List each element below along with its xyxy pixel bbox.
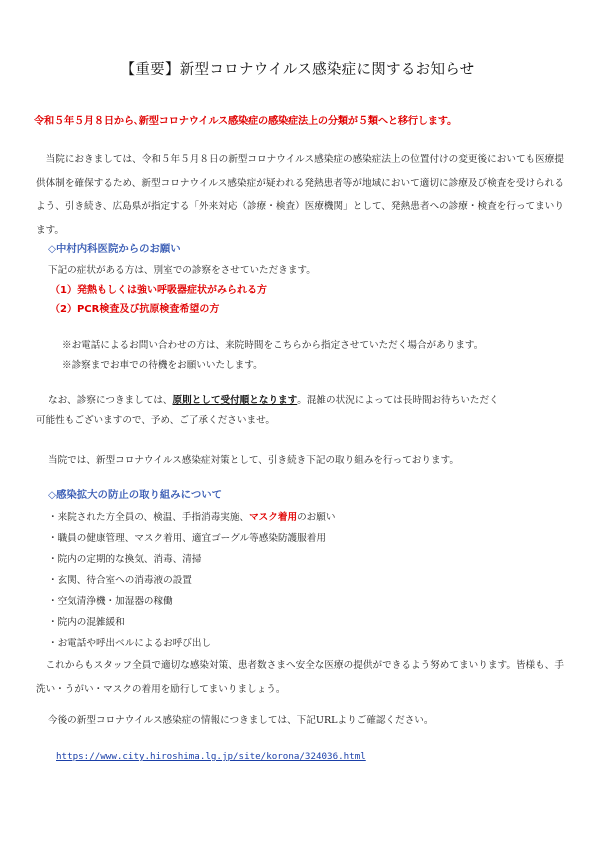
order-paragraph-line2: 可能性もございますので、予め、ご了承くださいませ。 <box>36 415 275 426</box>
list-item: ・院内の定期的な換気、消毒、清掃 <box>48 554 202 565</box>
list-item: ・お電話や呼出ベルによるお呼び出し <box>48 638 212 649</box>
info-url-link[interactable]: https://www.city.hiroshima.lg.jp/site/korona/324036.html <box>56 751 366 762</box>
closing-paragraph: これからもスタッフ全員で適切な感染対策、患者数さまへ安全な医療の提供ができるよう努めてまいります。皆様も、手洗い・うがい・マスクの着用を励行してまいりましょう。 <box>36 660 564 695</box>
order-before: なお、診察につきましては、 <box>48 395 173 406</box>
info-lead: 今後の新型コロナウイルス感染症の情報につきましては、下記URLよりご確認ください。 <box>48 715 434 726</box>
order-after: 。混雑の状況によっては長時間お待ちいただく <box>297 395 499 406</box>
request-section-title: ◇中村内科医院からのお願い <box>48 243 181 255</box>
page-title: 【重要】新型コロナウイルス感染症に関するお知らせ <box>120 62 475 78</box>
request-item-2: （2）PCR検査及び抗原検査希望の方 <box>50 304 220 315</box>
list-item: ・職員の健康管理、マスク着用、適宜ゴーグル等感染防護服着用 <box>48 533 326 544</box>
measures-lead: 当院では、新型コロナウイルス感染症対策として、引き続き下記の取り組みを行っております。 <box>48 455 459 466</box>
list-item: ・院内の混雑緩和 <box>48 617 125 628</box>
measure-1-before: ・来院された方全員の、検温、手指消毒実施、 <box>48 512 250 523</box>
measures-section-title: ◇感染拡大の防止の取り組みについて <box>48 489 223 501</box>
intro-paragraph: 当院におきましては、令和５年５月８日の新型コロナウイルス感染症の感染症法上の位置付けの変更後においても医療提供体制を確保するため、新型コロナウイルス感染症が疑われる発熱患者等が地域において適切に診療及び検査を受けられるよう、引き続き、広島県が指定する「外来対応（診療・検査）医療機関」として、発熱患者への診療・検査を行ってまいります。 <box>36 154 564 236</box>
request-item-1: （1）発熱もしくは強い呼吸器症状がみられる方 <box>50 285 267 296</box>
list-item: ・空気清浄機・加湿器の稼働 <box>48 596 173 607</box>
mask-emphasis: マスク着用 <box>249 512 298 523</box>
note-car-wait: ※診察までお車での待機をお願いいたします。 <box>62 360 263 371</box>
list-item <box>48 507 335 528</box>
measure-1-after: のお願い <box>297 512 336 523</box>
note-phone: ※お電話によるお問い合わせの方は、来院時間をこちらから指定させていただく場合があります。 <box>62 340 484 351</box>
list-item: ・玄関、待合室への消毒液の設置 <box>48 575 192 586</box>
order-paragraph-line1 <box>48 392 499 406</box>
order-emphasis: 原則として受付順となります <box>172 395 298 406</box>
request-lead: 下記の症状がある方は、別室での診察をさせていただきます。 <box>48 265 316 276</box>
headline-notice: 令和５年５月８日から､新型コロナウイルス感染症の感染症法上の分類が５類へと移行します。 <box>34 116 457 127</box>
measures-list <box>48 507 335 654</box>
